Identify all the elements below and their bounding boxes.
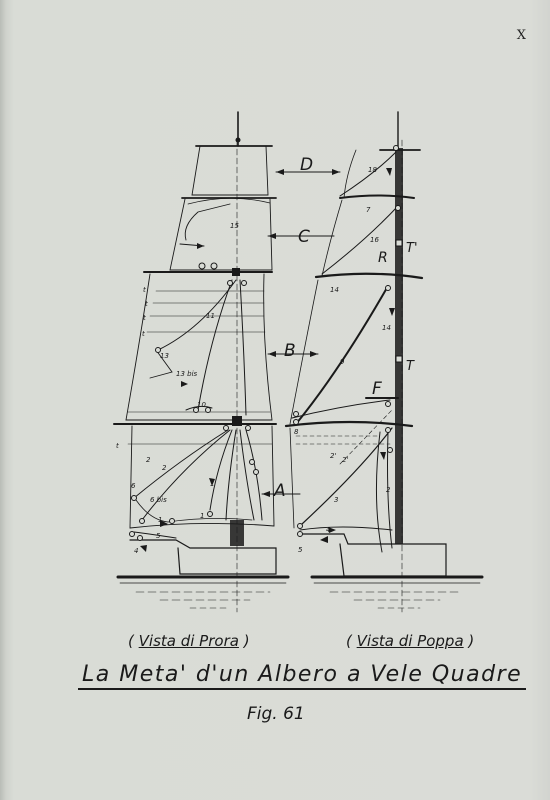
label-t5: t	[116, 442, 119, 450]
section-D: D	[300, 155, 314, 175]
label-15: 15	[230, 222, 239, 230]
label-4: 4	[326, 526, 331, 534]
label-t4: t	[142, 330, 145, 338]
label-18: 18	[368, 166, 377, 174]
label-14b: 14	[382, 324, 391, 332]
label-5: 5	[298, 546, 303, 554]
label-t3: t	[143, 314, 146, 322]
label-1c: 1	[200, 512, 205, 520]
section-C: C	[298, 227, 310, 247]
label-14a: 14	[330, 286, 339, 294]
stern-view	[286, 112, 482, 612]
label-4: 4	[134, 547, 139, 555]
label-8: 8	[294, 428, 299, 436]
label-T: T	[406, 359, 414, 374]
stern-view-caption: ( Vista di Poppa )	[346, 632, 475, 650]
label-10: 10	[197, 401, 206, 409]
label-t2: t	[145, 300, 148, 308]
label-3: 3	[334, 496, 339, 504]
bow-view	[114, 112, 288, 612]
label-11: 11	[206, 312, 215, 320]
section-A: A	[274, 481, 286, 501]
page-number: X	[516, 28, 526, 43]
figure-number: Fig. 61	[247, 704, 305, 724]
label-2: 2	[386, 486, 391, 494]
label-2b: 2	[162, 464, 167, 472]
figure-title: La Meta' d'un Albero a Vele Quadre	[78, 662, 526, 690]
label-F: F	[372, 379, 382, 399]
label-1a: 1	[210, 480, 215, 488]
label-T-prime: T'	[406, 241, 418, 256]
label-6-bis: 6 bis	[150, 496, 167, 504]
label-7: 7	[366, 206, 371, 214]
label-13: 13	[160, 352, 169, 360]
label-2b-prime: 2'	[342, 456, 349, 464]
section-markers	[262, 155, 340, 501]
label-2a-prime: 2'	[330, 452, 337, 460]
label-t1: t	[143, 286, 146, 294]
section-B: B	[284, 341, 296, 361]
label-R: R	[378, 250, 388, 266]
stern-view-label: Vista di Poppa	[356, 632, 464, 650]
bow-view-label: Vista di Prora	[138, 632, 239, 650]
label-13-bis: 13 bis	[176, 370, 198, 378]
label-2a: 2	[146, 456, 151, 464]
label-5: 5	[156, 532, 161, 540]
bow-view-caption: ( Vista di Prora )	[128, 632, 250, 650]
label-16: 16	[370, 236, 379, 244]
label-6: 6	[131, 482, 136, 490]
label-9: 9	[340, 358, 345, 366]
label-1b: 1	[158, 516, 163, 524]
